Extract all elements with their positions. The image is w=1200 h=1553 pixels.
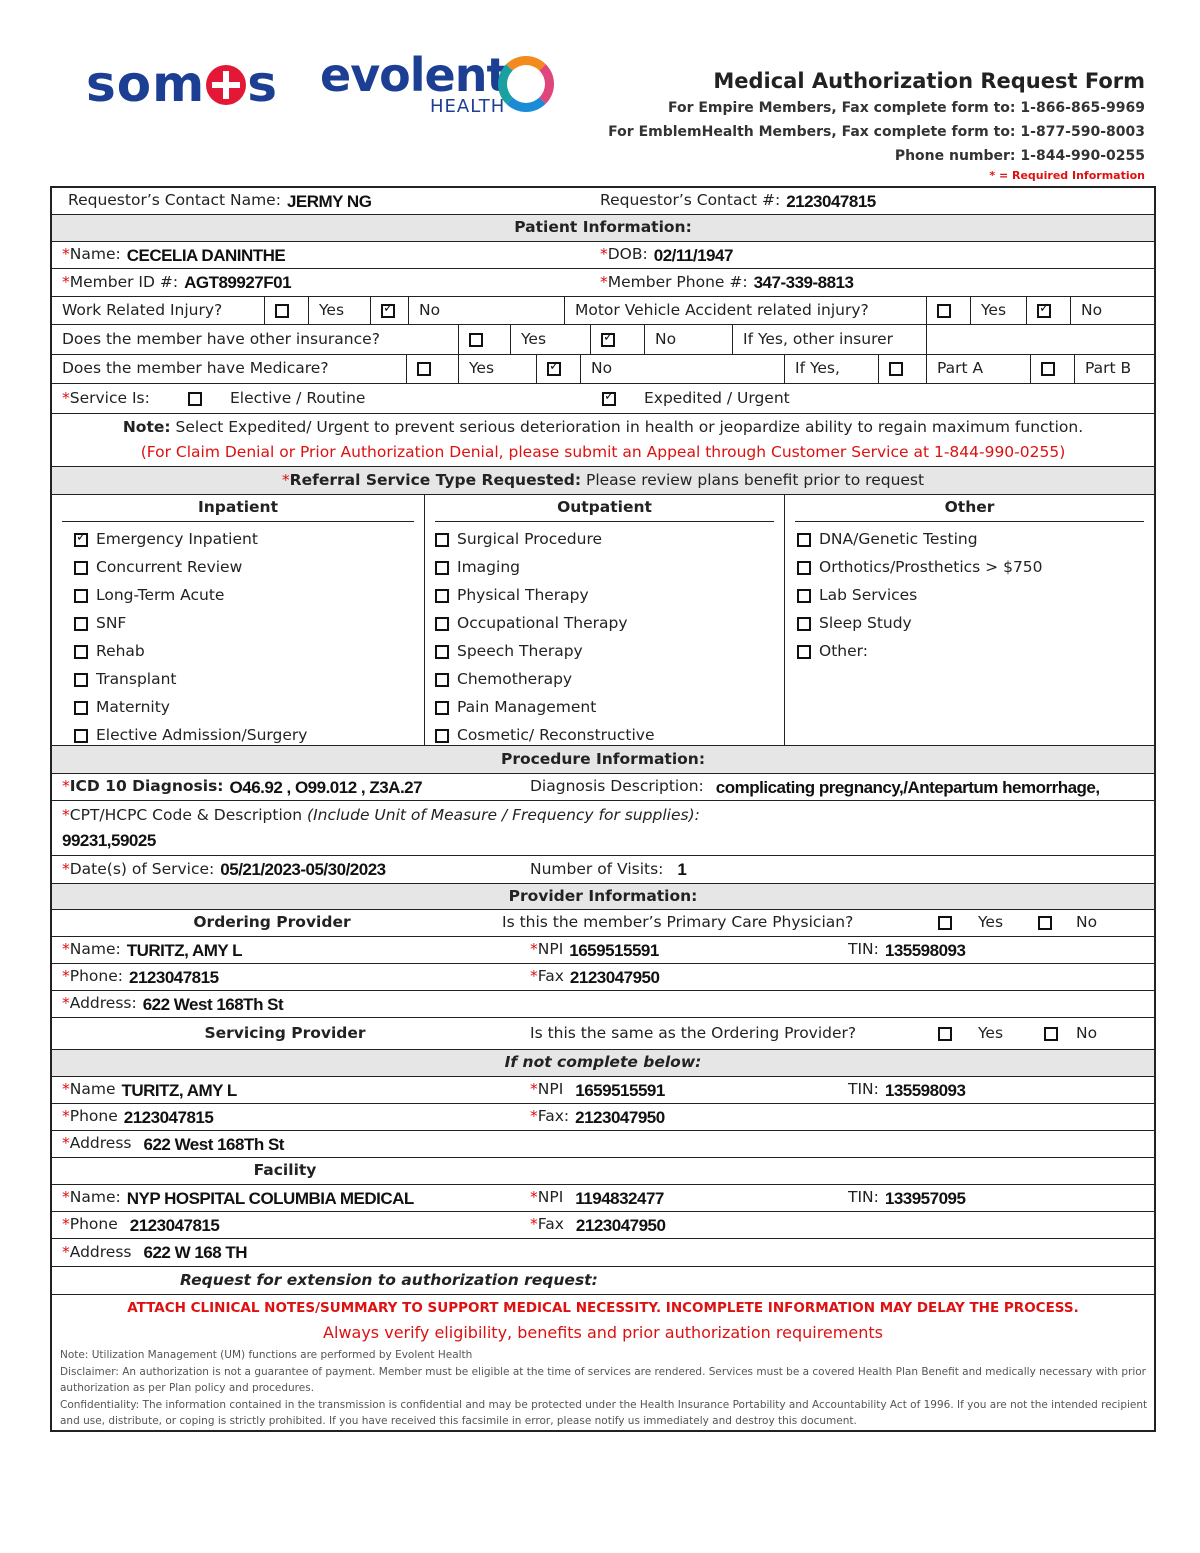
- other-insurance-no-checkbox[interactable]: [601, 333, 615, 347]
- dates-field[interactable]: 05/21/2023-05/30/2023: [220, 860, 386, 879]
- servicing-name-row: * Name TURITZ, AMY L * NPI 1659515591 TIN: 135598093: [52, 1077, 1154, 1104]
- outpatient-item[interactable]: [435, 582, 654, 610]
- patient-section-header: [52, 215, 1154, 242]
- outpatient-item[interactable]: [435, 554, 654, 582]
- form-header: [0, 0, 1200, 186]
- verify-notice: Always verify eligibility, benefits and prior authorization requirements: [323, 1323, 883, 1342]
- outpatient-item-checkbox[interactable]: [435, 617, 449, 631]
- ordering-provider-header-row: [52, 910, 1154, 937]
- inpatient-item-checkbox[interactable]: [74, 645, 88, 659]
- facility-npi-label: NPI: [537, 1188, 564, 1207]
- referral-subtitle: Please review plans benefit prior to request: [585, 470, 925, 489]
- medicare-row: [52, 355, 1154, 384]
- cpt-label: CPT/HCPC Code & Description: [69, 806, 303, 824]
- patient-name-label: Name:: [69, 245, 121, 264]
- ordering-npi-field[interactable]: 1659515591: [569, 940, 659, 960]
- extension-label: Request for extension to authorization request:: [180, 1270, 598, 1289]
- medicare-yes-label: Yes: [458, 355, 536, 383]
- other-item-label: DNA/Genetic Testing: [819, 530, 978, 549]
- mva-yes-label: Yes: [970, 297, 1026, 324]
- confidentiality: Confidentiality: The information contained in the transmission is confidential and may be protected under the Health Insurance Portability and Accountability Act of 1996. If you are not the intended recipient and use, distribute, or coping is strictly prohibited. If you have received this facsimile in error, please notify us immediately and destroy this document.: [60, 1398, 1148, 1427]
- diagnosis-description-label: Diagnosis Description:: [530, 777, 704, 796]
- somos-logo: som s: [86, 55, 278, 113]
- outpatient-item[interactable]: [435, 526, 654, 554]
- outpatient-item-checkbox[interactable]: [435, 645, 449, 659]
- other-item[interactable]: [797, 582, 1043, 610]
- inpatient-title: Inpatient: [62, 495, 414, 522]
- outpatient-item-label: Pain Management: [457, 698, 597, 717]
- note-text: Select Expedited/ Urgent to prevent serious deterioration in health or jeopardize ability to regain maximum function.: [175, 418, 1084, 436]
- outpatient-item-checkbox[interactable]: [435, 729, 449, 743]
- requestor-row: [52, 188, 1154, 215]
- title-block: [608, 66, 1145, 183]
- outpatient-item-label: Physical Therapy: [457, 586, 589, 605]
- phone-line: Phone number: 1-844-990-0255: [894, 148, 1145, 164]
- facility-tin-label: TIN:: [848, 1188, 879, 1207]
- appeal-notice: (For Claim Denial or Prior Authorization Denial, please submit an Appeal through Customer Service at 1-844-990-0255): [140, 443, 1066, 461]
- part-a-checkbox[interactable]: [889, 362, 903, 376]
- emblem-fax-line: For EmblemHealth Members, Fax complete form to: 1-877-590-8003: [608, 124, 1145, 140]
- injury-row: [52, 297, 1154, 325]
- other-insurance-label: Does the member have other insurance?: [62, 329, 380, 348]
- outpatient-item-checkbox[interactable]: [435, 701, 449, 715]
- inpatient-item-label: SNF: [96, 614, 127, 633]
- visits-label: Number of Visits:: [530, 859, 664, 878]
- note-label: Note:: [122, 418, 171, 436]
- other-column: [784, 495, 1154, 745]
- facility-fax-field[interactable]: 2123047950: [575, 1215, 666, 1235]
- evolent-ring-icon: [498, 56, 554, 112]
- work-injury-no-label: No: [408, 297, 562, 324]
- ordering-name-field[interactable]: TURITZ, AMY L: [126, 940, 243, 960]
- inpatient-item[interactable]: [74, 582, 307, 610]
- ordering-fax-field[interactable]: 2123047950: [569, 967, 660, 987]
- ordering-npi-label: NPI: [537, 940, 564, 959]
- patient-name-row: * Name: CECELIA DANINTHE * DOB: 02/11/1947: [52, 242, 1154, 269]
- facility-name-row: * Name: NYP HOSPITAL COLUMBIA MEDICAL * NPI 1194832477 TIN: 133957095: [52, 1185, 1154, 1212]
- outpatient-item-label: Speech Therapy: [457, 642, 583, 661]
- inpatient-item-label: Rehab: [96, 642, 145, 661]
- facility-address-label: Address: [69, 1242, 132, 1261]
- other-item-checkbox[interactable]: [797, 645, 811, 659]
- referral-columns: [52, 495, 1154, 746]
- dates-label: Date(s) of Service:: [69, 859, 215, 878]
- inpatient-item-checkbox[interactable]: [74, 729, 88, 743]
- icd-label: ICD 10 Diagnosis:: [69, 777, 224, 796]
- servicing-provider-header-row: [52, 1018, 1154, 1050]
- inpatient-item[interactable]: [74, 526, 307, 554]
- other-item-label: Orthotics/Prosthetics > $750: [819, 558, 1043, 577]
- requestor-contact-field[interactable]: 2123047815: [786, 191, 876, 211]
- form-title: Medical Authorization Request Form: [713, 69, 1145, 93]
- icd-field[interactable]: O46.92 , O99.012 , Z3A.27: [229, 777, 423, 797]
- mva-yes-checkbox[interactable]: [937, 304, 951, 318]
- ordering-phone-label: Phone:: [69, 967, 123, 986]
- same-as-ordering-question: Is this the same as the Ordering Provider?: [530, 1023, 857, 1042]
- if-not-complete-row: [52, 1050, 1154, 1077]
- other-item[interactable]: [797, 554, 1043, 582]
- patient-name-field[interactable]: CECELIA DANINTHE: [126, 245, 286, 265]
- facility-address-field[interactable]: 622 W 168 TH: [143, 1243, 248, 1262]
- other-item-label: Other:: [819, 642, 868, 661]
- ordering-phone-field[interactable]: 2123047815: [129, 967, 219, 987]
- inpatient-item-checkbox[interactable]: [74, 701, 88, 715]
- disclaimer: Disclaimer: An authorization is not a guarantee of payment. Member must be eligible at the time of services are rendered. Services must be a covered Health Plan Benefit and medically necessary with prior authorization as per Plan policy and procedures.: [60, 1365, 1146, 1394]
- member-phone-field[interactable]: 347-339-8813: [753, 273, 854, 292]
- mva-label: Motor Vehicle Accident related injury?: [564, 297, 926, 324]
- icd-row: * ICD 10 Diagnosis: O46.92 , O99.012 , Z3A.27 Diagnosis Description: complicating pregnancy,/Antepartum hemorrhage,: [52, 774, 1154, 801]
- facility-fax-label: Fax: [537, 1215, 564, 1234]
- other-item-label: Sleep Study: [819, 614, 912, 633]
- outpatient-item-checkbox[interactable]: [435, 673, 449, 687]
- inpatient-item[interactable]: [74, 554, 307, 582]
- referral-section-header: * Referral Service Type Requested: Please review plans benefit prior to request: [52, 467, 1154, 495]
- servicing-address-label: Address: [69, 1134, 132, 1153]
- same-yes-label: Yes: [978, 1023, 1004, 1042]
- ordering-address-row: * Address: 622 West 168Th St: [52, 991, 1154, 1018]
- medicare-yes-checkbox[interactable]: [417, 362, 431, 376]
- outpatient-item[interactable]: [435, 638, 654, 666]
- referral-title: Referral Service Type Requested:: [289, 470, 582, 489]
- other-item[interactable]: [797, 610, 1043, 638]
- same-no-checkbox[interactable]: [1044, 1027, 1058, 1041]
- facility-name-field[interactable]: NYP HOSPITAL COLUMBIA MEDICAL: [126, 1188, 414, 1208]
- servicing-phone-row: * Phone 2123047815 * Fax: 2123047950: [52, 1104, 1154, 1131]
- outpatient-title: Outpatient: [435, 495, 774, 522]
- outpatient-item-checkbox[interactable]: [435, 561, 449, 575]
- inpatient-item[interactable]: [74, 666, 307, 694]
- service-type-row: * Service Is: Elective / Routine ✓ Expedited / Urgent: [52, 384, 1154, 414]
- part-b-label: Part B: [1074, 355, 1154, 383]
- requestor-name-field[interactable]: JERMY NG: [286, 191, 372, 211]
- medicare-no-label: No: [580, 355, 782, 383]
- inpatient-item-label: Transplant: [96, 670, 177, 689]
- required-info-note: * = Required Information: [989, 169, 1145, 182]
- cpt-hint: (Include Unit of Measure / Frequency for supplies):: [307, 806, 700, 824]
- footer-notices: [52, 1295, 1154, 1430]
- empire-fax-line: For Empire Members, Fax complete form to: 1-866-865-9969: [667, 100, 1145, 116]
- ordering-address-field[interactable]: 622 West 168Th St: [142, 994, 284, 1014]
- outpatient-list: [435, 526, 654, 750]
- inpatient-item-label: Elective Admission/Surgery: [96, 726, 308, 745]
- member-id-field[interactable]: AGT89927F01: [184, 273, 292, 292]
- inpatient-item[interactable]: [74, 694, 307, 722]
- inpatient-item-checkbox[interactable]: [74, 673, 88, 687]
- inpatient-item-checkbox[interactable]: [74, 561, 88, 575]
- dates-row: * Date(s) of Service: 05/21/2023-05/30/2023 Number of Visits: 1: [52, 856, 1154, 884]
- ordering-phone-row: * Phone: 2123047815 * Fax 2123047950: [52, 964, 1154, 991]
- inpatient-item-checkbox[interactable]: [74, 589, 88, 603]
- attach-notice: ATTACH CLINICAL NOTES/SUMMARY TO SUPPORT MEDICAL NECESSITY. INCOMPLETE INFORMATION MAY DELAY THE PROCESS.: [127, 1300, 1079, 1316]
- other-item-checkbox[interactable]: [797, 533, 811, 547]
- dob-field[interactable]: 02/11/1947: [653, 245, 733, 265]
- facility-name-label: Name:: [69, 1188, 121, 1207]
- requestor-name-label: Requestor’s Contact Name:: [68, 191, 281, 210]
- other-list: [797, 526, 1043, 666]
- other-item-checkbox[interactable]: [797, 561, 811, 575]
- other-insurance-no-label: No: [644, 325, 730, 354]
- other-insurer-field[interactable]: [926, 325, 1154, 354]
- inpatient-item[interactable]: [74, 638, 307, 666]
- ordering-name-label: Name:: [69, 940, 121, 959]
- other-insurance-yes-checkbox[interactable]: [469, 333, 483, 347]
- extension-row: [52, 1267, 1154, 1295]
- visits-field[interactable]: 1: [677, 860, 687, 879]
- inpatient-column: [52, 495, 424, 745]
- other-item-checkbox[interactable]: [797, 589, 811, 603]
- mva-no-label: No: [1070, 297, 1154, 324]
- patient-section-title: Patient Information:: [514, 218, 692, 237]
- member-id-row: * Member ID #: AGT89927F01 * Member Phone #: 347-339-8813: [52, 269, 1154, 297]
- member-id-label: Member ID #:: [69, 272, 179, 291]
- outpatient-item-checkbox[interactable]: [435, 589, 449, 603]
- facility-header-row: [52, 1158, 1154, 1185]
- um-note: Note: Utilization Management (UM) functions are performed by Evolent Health: [60, 1349, 473, 1361]
- medicare-label: Does the member have Medicare?: [62, 359, 329, 378]
- outpatient-column: [424, 495, 784, 745]
- servicing-phone-field[interactable]: 2123047815: [123, 1107, 214, 1127]
- pcp-yes-label: Yes: [978, 913, 1004, 932]
- servicing-name-field[interactable]: TURITZ, AMY L: [121, 1080, 237, 1100]
- ordering-fax-label: Fax: [537, 967, 564, 986]
- work-injury-no-checkbox[interactable]: [381, 304, 395, 318]
- requestor-contact-label: Requestor’s Contact #:: [600, 191, 781, 210]
- servicing-name-label: Name: [69, 1080, 116, 1099]
- outpatient-item-label: Cosmetic/ Reconstructive: [457, 726, 655, 745]
- servicing-address-field[interactable]: 622 West 168Th St: [143, 1134, 284, 1154]
- servicing-fax-field[interactable]: 2123047950: [575, 1107, 665, 1127]
- outpatient-item[interactable]: [435, 694, 654, 722]
- service-is-label: Service Is:: [69, 388, 150, 407]
- inpatient-item-label: Long-Term Acute: [96, 586, 225, 605]
- inpatient-list: [74, 526, 307, 750]
- other-insurance-yes-label: Yes: [510, 325, 590, 354]
- other-title: Other: [795, 495, 1144, 522]
- facility-tin-field[interactable]: 133957095: [884, 1188, 966, 1208]
- other-item-checkbox[interactable]: [797, 617, 811, 631]
- elective-label: Elective / Routine: [230, 388, 366, 407]
- outpatient-item-label: Chemotherapy: [457, 670, 573, 689]
- same-yes-checkbox[interactable]: [938, 1027, 952, 1041]
- cpt-field[interactable]: 99231,59025: [62, 831, 156, 850]
- inpatient-item-checkbox[interactable]: [74, 617, 88, 631]
- pcp-yes-checkbox[interactable]: [938, 916, 952, 930]
- if-not-complete-label: If not complete below:: [504, 1053, 702, 1072]
- servicing-address-row: * Address 622 West 168Th St: [52, 1131, 1154, 1158]
- work-injury-yes-label: Yes: [308, 297, 370, 324]
- facility-phone-row: * Phone 2123047815 * Fax 2123047950: [52, 1212, 1154, 1239]
- ordering-tin-label: TIN:: [848, 940, 879, 959]
- member-phone-label: Member Phone #:: [607, 272, 748, 291]
- ordering-name-row: * Name: TURITZ, AMY L * NPI 1659515591 TIN: 135598093: [52, 937, 1154, 964]
- other-item[interactable]: [797, 526, 1043, 554]
- expedited-label: Expedited / Urgent: [644, 388, 790, 407]
- ordering-provider-title: Ordering Provider: [193, 913, 351, 932]
- outpatient-item-label: Imaging: [457, 558, 520, 577]
- pcp-question: Is this the member’s Primary Care Physician?: [502, 913, 854, 932]
- outpatient-item[interactable]: [435, 610, 654, 638]
- evolent-health-logo: evolent HEALTH: [320, 50, 508, 100]
- diagnosis-description-field[interactable]: complicating pregnancy,/Antepartum hemorrhage,: [715, 777, 1100, 797]
- facility-title: Facility: [253, 1161, 317, 1180]
- facility-phone-label: Phone: [69, 1215, 118, 1234]
- somos-logo-mark-icon: [206, 65, 246, 105]
- cpt-row: *CPT/HCPC Code & Description (Include Unit of Measure / Frequency for supplies): 99231,59025: [52, 801, 1154, 856]
- inpatient-item[interactable]: [74, 610, 307, 638]
- same-no-label: No: [1076, 1023, 1098, 1042]
- outpatient-item-checkbox[interactable]: [435, 533, 449, 547]
- procedure-section-header: [52, 746, 1154, 774]
- servicing-provider-title: Servicing Provider: [204, 1023, 366, 1042]
- inpatient-item-label: Concurrent Review: [96, 558, 243, 577]
- ordering-tin-field[interactable]: 135598093: [884, 940, 966, 960]
- outpatient-item-label: Surgical Procedure: [457, 530, 603, 549]
- work-injury-label: Work Related Injury?: [62, 300, 223, 319]
- procedure-section-title: Procedure Information:: [500, 749, 706, 768]
- outpatient-item-label: Occupational Therapy: [457, 614, 628, 633]
- part-a-label: Part A: [926, 355, 1030, 383]
- facility-address-row: * Address 622 W 168 TH: [52, 1239, 1154, 1267]
- inpatient-item-label: Maternity: [96, 698, 170, 717]
- footer-fine-print: [60, 1347, 1150, 1430]
- mva-no-checkbox[interactable]: [1037, 304, 1051, 318]
- pcp-no-checkbox[interactable]: [1038, 916, 1052, 930]
- servicing-tin-field[interactable]: 135598093: [884, 1080, 966, 1100]
- other-item-label: Lab Services: [819, 586, 918, 605]
- inpatient-item-label: Emergency Inpatient: [96, 530, 258, 549]
- expedited-checkbox[interactable]: [602, 392, 616, 406]
- pcp-no-label: No: [1076, 913, 1098, 932]
- ordering-address-label: Address:: [69, 994, 137, 1013]
- facility-npi-field[interactable]: 1194832477: [575, 1188, 664, 1208]
- servicing-npi-field[interactable]: 1659515591: [575, 1080, 665, 1100]
- facility-phone-field[interactable]: 2123047815: [129, 1215, 220, 1235]
- provider-section-title: Provider Information:: [508, 886, 698, 905]
- part-b-checkbox[interactable]: [1041, 362, 1055, 376]
- dob-label: DOB:: [607, 245, 648, 264]
- inpatient-item-checkbox[interactable]: [74, 533, 88, 547]
- authorization-form: [50, 186, 1156, 1432]
- servicing-phone-label: Phone: [69, 1107, 118, 1126]
- servicing-tin-label: TIN:: [848, 1080, 879, 1099]
- other-insurance-row: [52, 325, 1154, 355]
- medicare-no-checkbox[interactable]: [547, 362, 561, 376]
- elective-checkbox[interactable]: [188, 392, 202, 406]
- medicare-if-yes-label: If Yes,: [784, 355, 878, 383]
- work-injury-yes-checkbox[interactable]: [275, 304, 289, 318]
- notes-row: [52, 414, 1154, 467]
- servicing-npi-label: NPI: [537, 1080, 564, 1099]
- provider-section-header: [52, 884, 1154, 910]
- other-item[interactable]: [797, 638, 1043, 666]
- servicing-fax-label: Fax:: [537, 1107, 570, 1126]
- other-insurer-label: If Yes, other insurer: [732, 325, 926, 354]
- outpatient-item[interactable]: [435, 666, 654, 694]
